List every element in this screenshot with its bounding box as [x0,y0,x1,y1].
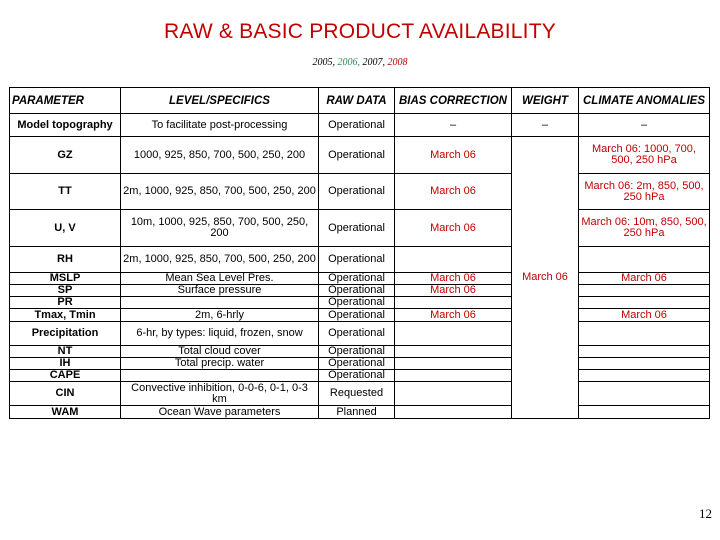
row-level: 2m, 1000, 925, 850, 700, 500, 250, 200 [121,174,319,210]
row-param: NT [10,346,121,358]
row-level: Surface pressure [121,285,319,297]
row-param: CIN [10,382,121,406]
row-level: Total precip. water [121,358,319,370]
header-bias-correction: BIAS CORRECTION [395,88,512,114]
row-climate [579,382,710,406]
row-param: Tmax, Tmin [10,309,121,322]
row-climate [579,247,710,273]
row-raw: Operational [319,370,395,382]
header-level: LEVEL/SPECIFICS [121,88,319,114]
row-param: RH [10,247,121,273]
table-row [10,297,710,309]
row-bias: – [395,114,512,137]
row-level: Total cloud cover [121,346,319,358]
row-climate [579,285,710,297]
row-climate [579,406,710,419]
row-climate: – [579,114,710,137]
row-level: Mean Sea Level Pres. [121,273,319,285]
row-bias [395,370,512,382]
header-parameter: PARAMETER [10,88,121,114]
row-param: Model topography [10,114,121,137]
row-bias [395,247,512,273]
row-climate: March 06: 1000, 700, 500, 250 hPa [579,137,710,174]
row-climate [579,370,710,382]
row-level: Ocean Wave parameters [121,406,319,419]
row-param: Precipitation [10,322,121,346]
row-level: 2m, 1000, 925, 850, 700, 500, 250, 200 [121,247,319,273]
row-bias [395,358,512,370]
row-level: Convective inhibition, 0-0-6, 0-1, 0-3 km [121,382,319,406]
table-row [10,174,710,210]
row-weight: – [512,114,579,137]
row-climate: March 06: 10m, 850, 500, 250 hPa [579,210,710,247]
row-param: SP [10,285,121,297]
row-climate [579,297,710,309]
year-2008: 2008 [387,57,408,68]
years-line [0,57,720,68]
row-raw: Operational [319,322,395,346]
row-raw: Operational [319,137,395,174]
row-climate: March 06 [579,273,710,285]
year-2006: 2006, [337,57,360,68]
row-climate [579,322,710,346]
row-raw: Planned [319,406,395,419]
row-raw: Operational [319,358,395,370]
table-row [10,406,710,419]
header-climate-anomalies: CLIMATE ANOMALIES [579,88,710,114]
row-raw: Operational [319,285,395,297]
table-row [10,358,710,370]
row-param: WAM [10,406,121,419]
table-row [10,370,710,382]
row-level: 6-hr, by types: liquid, frozen, snow [121,322,319,346]
year-2005: 2005, [312,57,335,68]
row-raw: Requested [319,382,395,406]
table-row [10,273,710,285]
row-climate: March 06 [579,309,710,322]
table-row [10,285,710,297]
row-bias [395,406,512,419]
weight-merged-cell: March 06 [512,137,579,419]
row-raw: Operational [319,247,395,273]
table-row [10,309,710,322]
table-row [10,382,710,406]
row-param: CAPE [10,370,121,382]
header-raw-data: RAW DATA [319,88,395,114]
row-raw: Operational [319,273,395,285]
row-level: 1000, 925, 850, 700, 500, 250, 200 [121,137,319,174]
row-param: IH [10,358,121,370]
row-raw: Operational [319,309,395,322]
table-row [10,247,710,273]
row-bias [395,382,512,406]
row-bias: March 06 [395,137,512,174]
row-param: GZ [10,137,121,174]
row-raw: Operational [319,174,395,210]
header-weight: WEIGHT [512,88,579,114]
table-row [10,346,710,358]
row-bias: March 06 [395,309,512,322]
table-row [10,322,710,346]
row-bias: March 06 [395,285,512,297]
row-level: 10m, 1000, 925, 850, 700, 500, 250, 200 [121,210,319,247]
row-bias [395,297,512,309]
row-level: To facilitate post-processing [121,114,319,137]
row-raw: Operational [319,297,395,309]
table-row [10,210,710,247]
row-level: 2m, 6-hrly [121,309,319,322]
row-raw: Operational [319,346,395,358]
row-climate [579,358,710,370]
row-raw: Operational [319,210,395,247]
page-number: 12 [699,506,712,521]
slide-title: RAW & BASIC PRODUCT AVAILABILITY [164,20,556,43]
row-param: TT [10,174,121,210]
row-climate: March 06: 2m, 850, 500, 250 hPa [579,174,710,210]
table-header-row [10,88,710,114]
row-level [121,297,319,309]
row-param: U, V [10,210,121,247]
row-level [121,370,319,382]
row-bias: March 06 [395,174,512,210]
row-param: MSLP [10,273,121,285]
year-2007: 2007, [362,57,385,68]
availability-table [9,87,710,419]
row-bias: March 06 [395,210,512,247]
row-climate [579,346,710,358]
row-bias [395,322,512,346]
row-raw: Operational [319,114,395,137]
row-param: PR [10,297,121,309]
row-bias [395,346,512,358]
table-row [10,137,710,174]
table-row [10,114,710,137]
row-bias: March 06 [395,273,512,285]
